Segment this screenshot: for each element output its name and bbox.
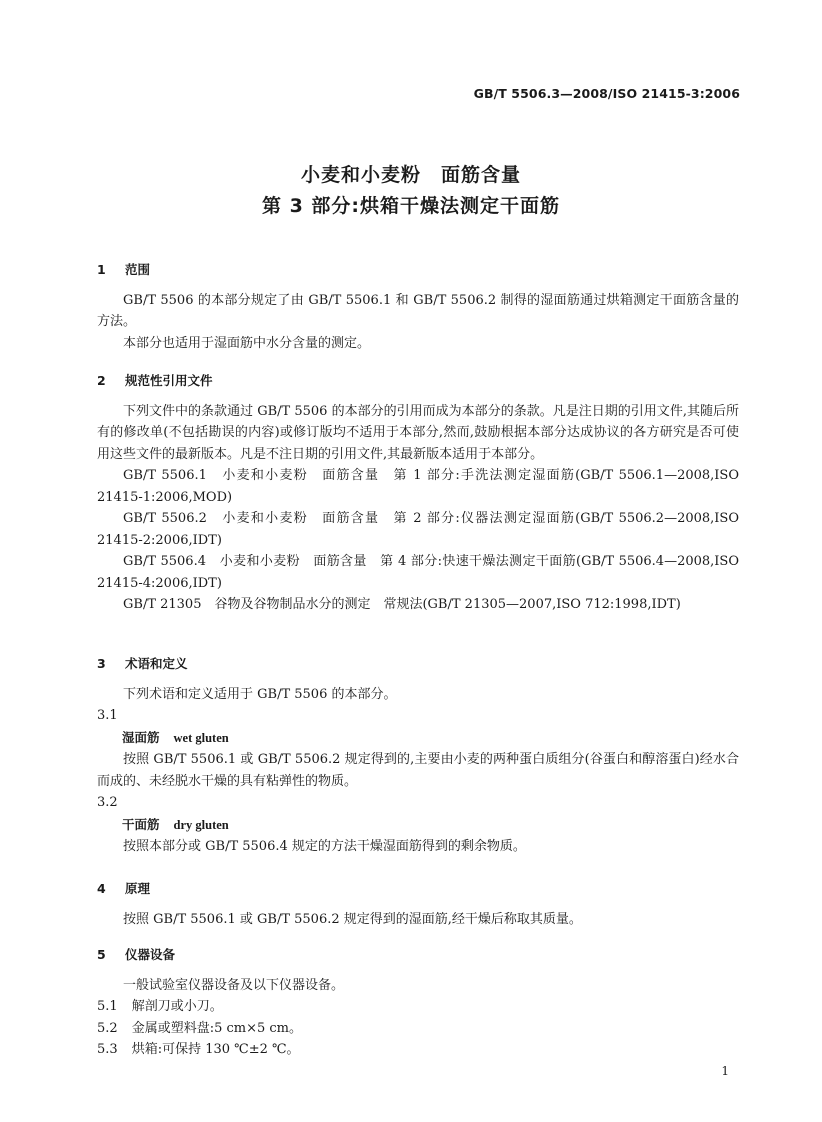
section-heading [97, 370, 739, 392]
term-english: wet gluten [173, 730, 229, 745]
list-item [97, 1018, 739, 1040]
term-chinese: 干面筋 [122, 816, 160, 832]
list-item [97, 1039, 739, 1061]
reference-item: GB/T 5506.1 小麦和小麦粉 面筋含量 第 1 部分:手洗法测定湿面筋(GB/T 5506.1—2008,ISO 21415-1:2006,MOD) [97, 468, 739, 505]
reference-item: GB/T 5506.4 小麦和小麦粉 面筋含量 第 4 部分:快速干燥法测定干面筋(GB/T 5506.4—2008,ISO 21415-4:2006,IDT) [97, 554, 739, 591]
standard-code-header: GB/T 5506.3—2008/ISO 21415-3:2006 [473, 86, 740, 101]
section-heading [97, 944, 739, 966]
section-number: 5 [97, 947, 106, 962]
item-text: 金属或塑料盘:5 cm×5 cm。 [131, 1020, 302, 1036]
section-title: 原理 [125, 881, 151, 896]
section-title: 仪器设备 [125, 947, 176, 962]
term-heading [97, 727, 739, 750]
term-english: dry gluten [173, 817, 229, 832]
section-heading [97, 259, 739, 281]
term-definition: 按照 GB/T 5506.1 或 GB/T 5506.2 规定得到的,主要由小麦的两种蛋白质组分(谷蛋白和醇溶蛋白)经水合而成的、未经脱水干燥的具有粘弹性的物质。 [97, 752, 739, 789]
section-heading [97, 878, 739, 900]
paragraph: 按照 GB/T 5506.1 或 GB/T 5506.2 规定得到的湿面筋,经干燥后称取其质量。 [123, 911, 582, 927]
paragraph: 本部分也适用于湿面筋中水分含量的测定。 [123, 335, 371, 351]
section-number: 2 [97, 373, 106, 388]
paragraph: 下列术语和定义适用于 GB/T 5506 的本部分。 [123, 686, 397, 702]
paragraph: 下列文件中的条款通过 GB/T 5506 的本部分的引用而成为本部分的条款。凡是注日期的引用文件,其随后所有的修改单(不包括勘误的内容)或修订版均不适用于本部分,然而,鼓励根据本部分达成协议的各方研究是否可使用这些文件的最新版本。凡是不注日期的引用文件,其最新版本适用于本部分。 [97, 403, 739, 462]
term-chinese: 湿面筋 [122, 729, 160, 745]
document-title-line2: 第 3 部分:烘箱干燥法测定干面筋 [261, 195, 561, 217]
page-number: 1 [721, 1064, 729, 1078]
term-number: 3.2 [97, 795, 118, 810]
item-text: 烘箱:可保持 130 ℃±2 ℃。 [131, 1042, 300, 1057]
list-item [97, 996, 739, 1018]
reference-item: GB/T 5506.2 小麦和小麦粉 面筋含量 第 2 部分:仪器法测定湿面筋(GB/T 5506.2—2008,ISO 21415-2:2006,IDT) [97, 511, 739, 548]
item-number: 5.2 [97, 1020, 118, 1036]
term-number: 3.1 [97, 708, 118, 723]
section-title: 范围 [125, 262, 151, 277]
section-1 [97, 259, 739, 354]
section-3 [97, 653, 739, 858]
section-heading [97, 653, 739, 675]
section-title: 规范性引用文件 [125, 373, 213, 388]
item-number: 5.3 [97, 1042, 118, 1057]
section-5 [97, 944, 739, 1061]
section-2 [97, 370, 739, 616]
item-number: 5.1 [97, 999, 118, 1014]
term-heading [97, 814, 739, 837]
section-4 [97, 878, 739, 930]
section-number: 1 [97, 262, 106, 277]
reference-item: GB/T 21305 谷物及谷物制品水分的测定 常规法(GB/T 21305—2007,ISO 712:1998,IDT) [123, 597, 681, 612]
term-definition: 按照本部分或 GB/T 5506.4 规定的方法干燥湿面筋得到的剩余物质。 [123, 839, 526, 854]
section-title: 术语和定义 [125, 656, 188, 671]
paragraph: 一般试验室仪器设备及以下仪器设备。 [123, 977, 345, 993]
document-title-line1: 小麦和小麦粉 面筋含量 [300, 164, 521, 186]
section-number: 4 [97, 881, 106, 896]
section-number: 3 [97, 656, 106, 671]
item-text: 解剖刀或小刀。 [131, 999, 223, 1014]
paragraph: GB/T 5506 的本部分规定了由 GB/T 5506.1 和 GB/T 5506.2 制得的湿面筋通过烘箱测定干面筋含量的方法。 [97, 292, 739, 329]
